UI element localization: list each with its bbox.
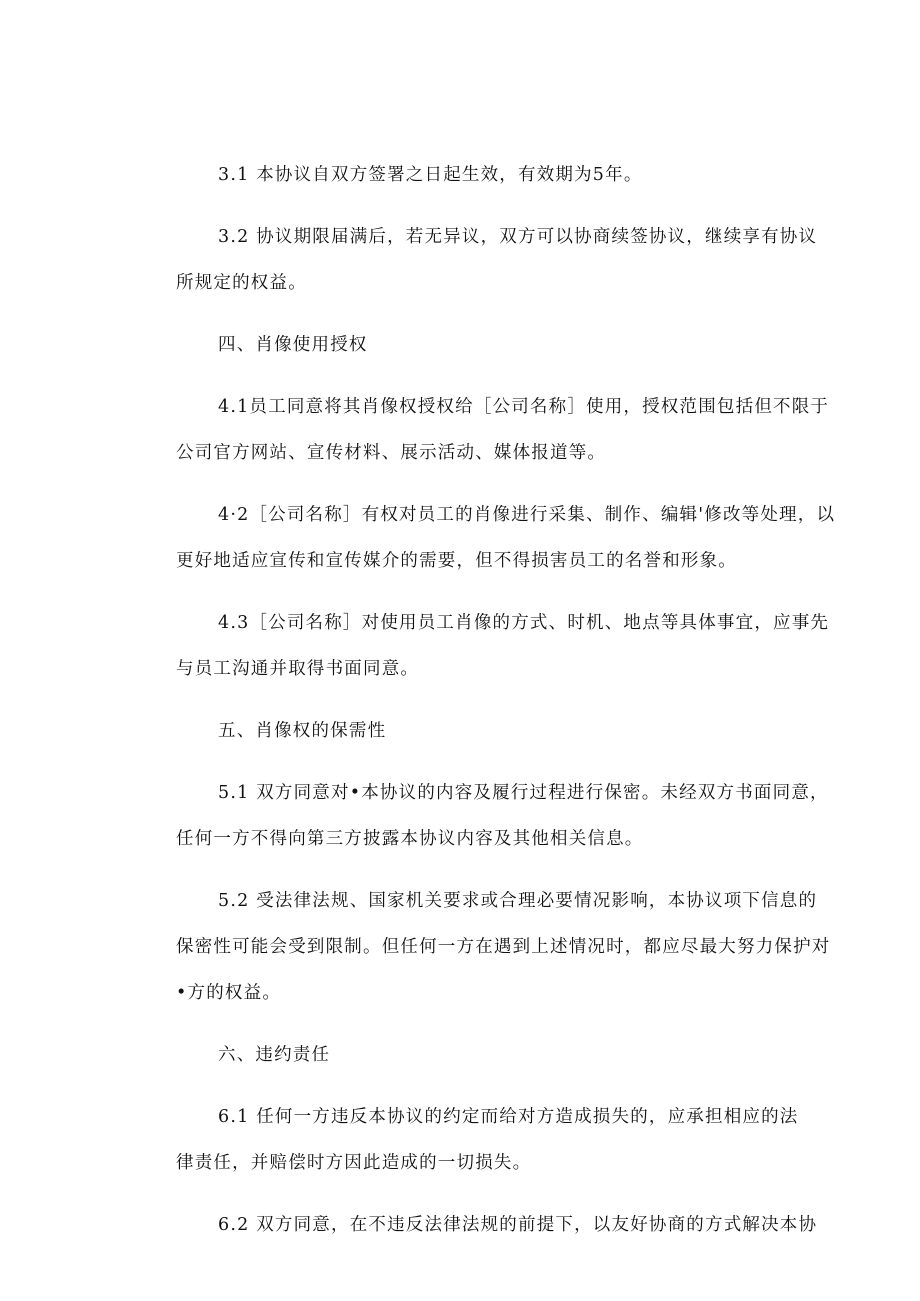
clause-4-3-line-1: 4.3［公司名称］对使用员工肖像的方式、时机、地点等具体事宜，应事先: [218, 613, 830, 633]
clause-4-3: [134, 600, 830, 692]
document-page: [134, 152, 836, 1264]
clause-4-2-line-1: 4·2［公司名称］有权对员工的肖像进行采集、制作、编辑'修改等处理，以: [218, 505, 836, 525]
clause-4-3-line-2: 与员工沟通并取得书面同意。: [176, 659, 420, 679]
clause-5-1-line-1: 5.1 双方同意对•本协议的内容及履行过程进行保密。未经双方书面同意，: [218, 783, 829, 803]
clause-6-2-line-1: 6.2 双方同意，在不违反法律法规的前提下，以友好协商的方式解决本协: [218, 1215, 818, 1235]
clause-3-2-line-1: 3.2 协议期限届满后，若无异议，双方可以协商续签协议，继续享有协议: [218, 227, 818, 247]
clause-5-1-line-2: 任何一方不得向第三方披露本协议内容及其他相关信息。: [176, 829, 644, 849]
clause-4-1: [134, 384, 830, 476]
clause-6-1-line-2: 律责任，并赔偿时方因此造成的一切损失。: [176, 1153, 532, 1173]
section-heading-6-text: 六、违约责任: [218, 1045, 331, 1065]
clause-4-2: [134, 492, 836, 584]
clause-3-1-line-1: 3.1 本协议自双方签署之日起生效，有效期为5年。: [218, 165, 643, 185]
clause-5-1: [134, 770, 829, 862]
section-heading-4: [134, 322, 784, 368]
clause-6-2: [134, 1202, 818, 1248]
clause-3-2-line-2: 所规定的权益。: [176, 273, 307, 293]
clause-3-2: [134, 214, 818, 306]
clause-5-2-line-2: 保密性可能会受到限制。但任何一方在遇到上述情况时，都应尽最大努力保护对: [176, 937, 831, 957]
clause-4-1-line-1: 4.1员工同意将其肖像权授权给［公司名称］使用，授权范围包括但不限于: [218, 397, 830, 417]
clause-5-2: [134, 878, 831, 1016]
section-heading-5: [134, 708, 784, 754]
clause-5-2-line-3: •方的权益。: [176, 983, 282, 1003]
section-heading-6: [134, 1032, 784, 1078]
clause-4-2-line-2: 更好地适应宣传和宣传媒介的需要，但不得损害员工的名誉和形象。: [176, 551, 737, 571]
clause-6-1: [134, 1094, 799, 1186]
clause-3-1: [134, 152, 784, 198]
clause-4-1-line-2: 公司官方网站、宣传材料、展示活动、媒体报道等。: [176, 443, 607, 463]
section-heading-5-text: 五、肖像权的保需性: [218, 721, 387, 741]
clause-6-1-line-1: 6.1 任何一方违反本协议的约定而给对方造成损失的，应承担相应的法: [218, 1107, 799, 1127]
section-heading-4-text: 四、肖像使用授权: [218, 335, 368, 355]
clause-5-2-line-1: 5.2 受法律法规、国家机关要求或合理必要情况影响，本协议项下信息的: [218, 891, 818, 911]
